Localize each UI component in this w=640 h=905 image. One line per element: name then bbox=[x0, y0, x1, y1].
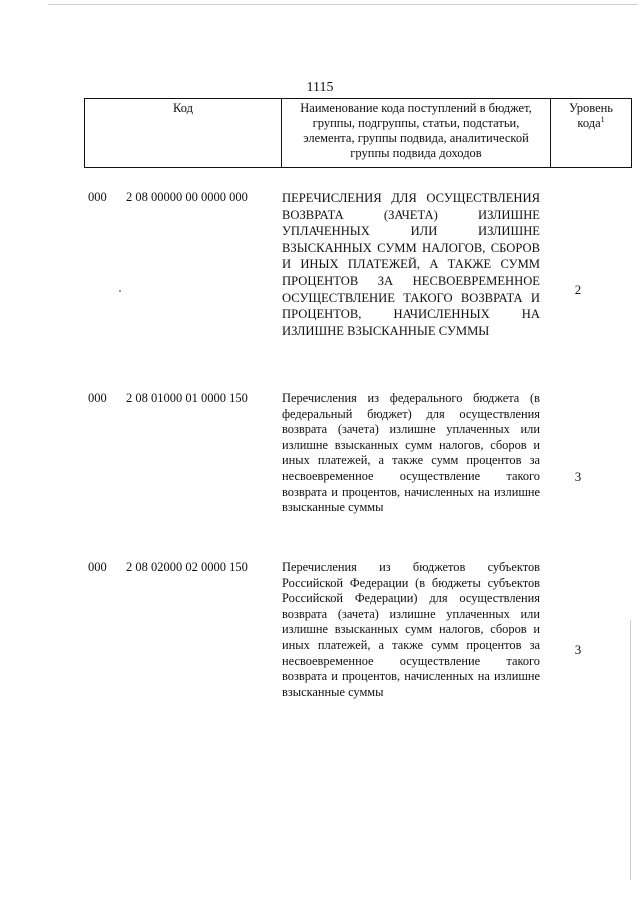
row-income-code: 2 08 01000 01 0000 150 bbox=[126, 391, 248, 405]
header-name bbox=[282, 99, 551, 168]
row-level: 3 bbox=[574, 469, 582, 484]
row-admin-code: 000 bbox=[88, 391, 107, 405]
row-name: Перечисления из федерального бюджета (в федеральный бюджет) для осуществления возврата (зачета) излишне уплаченных или излишне взысканных сумм налогов, сборов и иных платежей, а также сумм процентов за несвоевременное осуществление такого возврата и процентов, начисленных на излишне взысканные суммы bbox=[282, 391, 540, 515]
row-admin-code: 000 bbox=[88, 560, 107, 574]
header-name-label: Наименование кода поступлений в бюджет, группы, подгруппы, статьи, подстатьи, элемента, группы подвида, аналитической группы подвида доходов bbox=[300, 101, 532, 160]
header-code bbox=[85, 99, 282, 168]
header-level-footnote: 1 bbox=[600, 114, 605, 124]
header-code-label: Код bbox=[173, 101, 193, 115]
scan-edge-right bbox=[630, 620, 631, 880]
row-income-code: 2 08 02000 02 0000 150 bbox=[126, 560, 248, 574]
row-admin-code: 000 bbox=[88, 190, 107, 204]
scan-edge-top bbox=[48, 4, 638, 5]
row-level: 3 bbox=[574, 642, 582, 657]
row-income-code: 2 08 00000 00 0000 000 bbox=[126, 190, 248, 204]
row-name: Перечисления из бюджетов субъектов Российской Федерации (в бюджеты субъектов Российской Федерации) для осуществления возврата (зачета) излишне уплаченных или излишне взысканных сумм налогов, сборов и иных платежей, а также сумм процентов за несвоевременное осуществление такого возврата и процентов, начисленных на излишне взысканные суммы bbox=[282, 560, 540, 699]
scan-speck bbox=[119, 290, 121, 292]
row-name: ПЕРЕЧИСЛЕНИЯ ДЛЯ ОСУЩЕСТВЛЕНИЯ ВОЗВРАТА (ЗАЧЕТА) ИЗЛИШНЕ УПЛАЧЕННЫХ ИЛИ ИЗЛИШНЕ ВЗЫСКАННЫХ СУММ НАЛОГОВ, СБОРОВ И ИНЫХ ПЛАТЕЖЕЙ, А ТАКЖЕ СУММ ПРОЦЕНТОВ ЗА НЕСВОЕВРЕМЕННОЕ ОСУЩЕСТВЛЕНИЕ ТАКОГО ВОЗВРАТА И ПРОЦЕНТОВ, НАЧИСЛЕННЫХ НА ИЗЛИШНЕ ВЗЫСКАННЫЕ СУММЫ bbox=[282, 191, 540, 338]
table-header bbox=[84, 98, 632, 168]
row-level: 2 bbox=[574, 282, 582, 297]
page-number: 1115 bbox=[306, 80, 334, 95]
header-level bbox=[551, 99, 632, 168]
header-level-label: Уровень кода bbox=[568, 101, 614, 130]
